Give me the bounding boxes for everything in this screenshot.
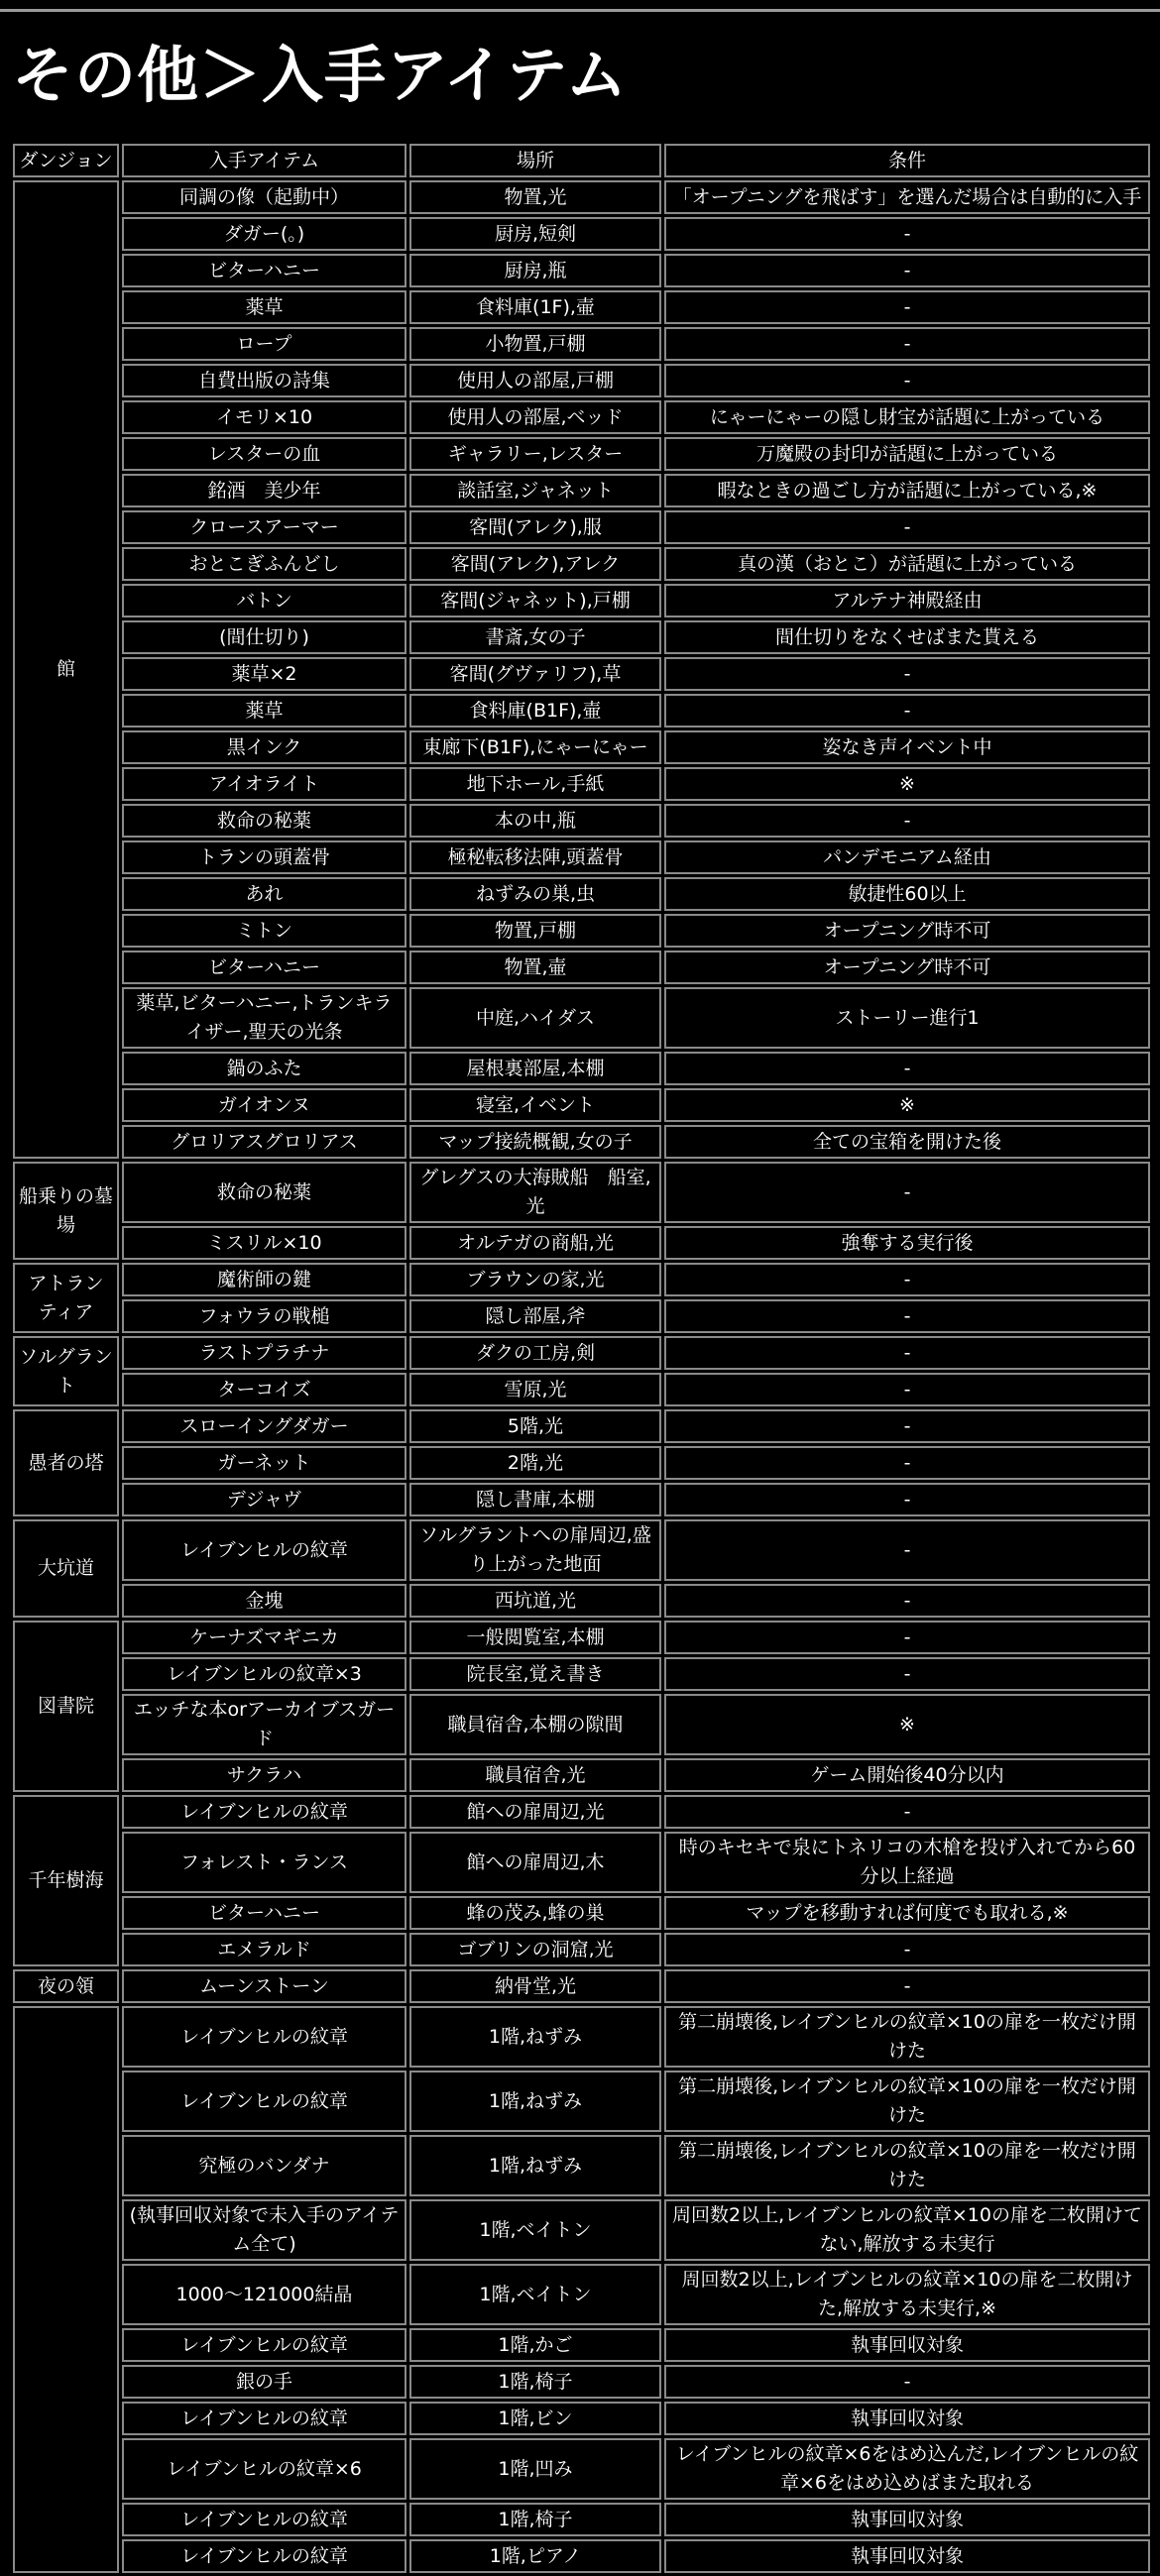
item-cell: ケーナズマギニカ — [122, 1621, 406, 1654]
location-cell: 隠し書庫,本棚 — [409, 1483, 661, 1516]
item-cell: 究極のバンダナ — [122, 2135, 406, 2196]
location-cell: 談話室,ジャネット — [409, 474, 661, 507]
table-row — [13, 1373, 1150, 1406]
condition-cell: - — [664, 1795, 1150, 1829]
location-cell: 1階,ピアノ — [409, 2539, 661, 2573]
table-row — [13, 1519, 1150, 1581]
item-cell: 薬草,ビターハニー,トランキライザー,聖天の光条 — [122, 987, 406, 1049]
table-row — [13, 2135, 1150, 2196]
item-cell: 銘酒 美少年 — [122, 474, 406, 507]
table-row — [13, 1263, 1150, 1296]
item-cell: レイブンヒルの紋章 — [122, 2006, 406, 2068]
location-cell: 書斎,女の子 — [409, 620, 661, 654]
header-item: 入手アイテム — [122, 144, 406, 177]
location-cell: ねずみの巣,虫 — [409, 877, 661, 911]
location-cell: 小物置,戸棚 — [409, 327, 661, 361]
location-cell: 食料庫(1F),壷 — [409, 290, 661, 324]
condition-cell: ※ — [664, 767, 1150, 801]
condition-cell: - — [664, 1933, 1150, 1966]
table-row — [13, 2006, 1150, 2068]
location-cell: 蜂の茂み,蜂の巣 — [409, 1896, 661, 1930]
table-row — [13, 1336, 1150, 1370]
table-row — [13, 1933, 1150, 1966]
item-cell: ムーンストーン — [122, 1969, 406, 2003]
dungeon-cell: 夜の領 — [13, 1969, 119, 2003]
table-row — [13, 1621, 1150, 1654]
location-cell: 使用人の部屋,ベッド — [409, 400, 661, 434]
table-row — [13, 804, 1150, 838]
condition-cell: 第二崩壊後,レイブンヒルの紋章×10の扉を一枚だけ開けた — [664, 2135, 1150, 2196]
condition-cell: にゃーにゃーの隠し財宝が話題に上がっている — [664, 400, 1150, 434]
condition-cell: 万魔殿の封印が話題に上がっている — [664, 437, 1150, 471]
location-cell: ギャラリー,レスター — [409, 437, 661, 471]
table-row — [13, 327, 1150, 361]
location-cell: 寝室,イベント — [409, 1088, 661, 1122]
condition-cell: ※ — [664, 1088, 1150, 1122]
header-location: 場所 — [409, 144, 661, 177]
item-cell: 薬草 — [122, 694, 406, 728]
condition-cell: - — [664, 1519, 1150, 1581]
location-cell: 館への扉周辺,光 — [409, 1795, 661, 1829]
table-row — [13, 547, 1150, 581]
dungeon-cell: 愚者の塔 — [13, 1409, 119, 1516]
table-row — [13, 1758, 1150, 1792]
location-cell: マップ接続概観,女の子 — [409, 1125, 661, 1159]
location-cell: 物置,戸棚 — [409, 914, 661, 948]
condition-cell: - — [664, 1162, 1150, 1223]
location-cell: 5階,光 — [409, 1409, 661, 1443]
table-row — [13, 474, 1150, 507]
condition-cell: ゲーム開始後40分以内 — [664, 1758, 1150, 1792]
item-cell: ラストプラチナ — [122, 1336, 406, 1370]
item-cell: エッチな本orアーカイブスガード — [122, 1694, 406, 1755]
item-cell: (間仕切り) — [122, 620, 406, 654]
item-cell: 同調の像（起動中） — [122, 180, 406, 214]
item-cell: ミスリル×10 — [122, 1226, 406, 1260]
condition-cell: オープニング時不可 — [664, 951, 1150, 984]
header-dungeon: ダンジョン — [13, 144, 119, 177]
dungeon-cell: 大坑道 — [13, 1519, 119, 1618]
table-row — [13, 2539, 1150, 2573]
location-cell: 1階,ねずみ — [409, 2006, 661, 2068]
table-row — [13, 877, 1150, 911]
table-row — [13, 1657, 1150, 1691]
location-cell: 本の中,瓶 — [409, 804, 661, 838]
item-cell: ロープ — [122, 327, 406, 361]
condition-cell: アルテナ神殿経由 — [664, 584, 1150, 617]
condition-cell: - — [664, 1584, 1150, 1618]
item-cell: デジャヴ — [122, 1483, 406, 1516]
location-cell: 地下ホール,手紙 — [409, 767, 661, 801]
condition-cell: オープニング時不可 — [664, 914, 1150, 948]
dungeon-cell: 館 — [13, 180, 119, 1159]
dungeon-cell — [13, 2006, 119, 2573]
location-cell: 客間(ジャネット),戸棚 — [409, 584, 661, 617]
item-cell: 鍋のふた — [122, 1052, 406, 1085]
location-cell: 中庭,ハイダス — [409, 987, 661, 1049]
top-rule — [0, 9, 1160, 12]
location-cell: 物置,光 — [409, 180, 661, 214]
condition-cell: - — [664, 1299, 1150, 1333]
item-cell: 自費出版の詩集 — [122, 364, 406, 397]
condition-cell: - — [664, 694, 1150, 728]
condition-cell: 全ての宝箱を開けた後 — [664, 1125, 1150, 1159]
location-cell: 納骨堂,光 — [409, 1969, 661, 2003]
table-row — [13, 217, 1150, 251]
item-cell: 救命の秘薬 — [122, 1162, 406, 1223]
item-cell: サクラハ — [122, 1758, 406, 1792]
condition-cell: - — [664, 2365, 1150, 2399]
table-row — [13, 400, 1150, 434]
table-row — [13, 1162, 1150, 1223]
item-cell: アイオライト — [122, 767, 406, 801]
condition-cell: 執事回収対象 — [664, 2402, 1150, 2435]
location-cell: 院長室,覚え書き — [409, 1657, 661, 1691]
condition-cell: - — [664, 1446, 1150, 1480]
table-row — [13, 914, 1150, 948]
table-row — [13, 1125, 1150, 1159]
condition-cell: - — [664, 327, 1150, 361]
item-cell: ビターハニー — [122, 951, 406, 984]
condition-cell: - — [664, 1052, 1150, 1085]
location-cell: 1階,凹み — [409, 2438, 661, 2500]
condition-cell: - — [664, 1621, 1150, 1654]
dungeon-cell: 図書院 — [13, 1621, 119, 1792]
table-row — [13, 2328, 1150, 2362]
page-title: その他＞入手アイテム — [12, 39, 629, 111]
table-row — [13, 1969, 1150, 2003]
table-row — [13, 2402, 1150, 2435]
condition-cell: 姿なき声イベント中 — [664, 730, 1150, 764]
item-cell: ガーネット — [122, 1446, 406, 1480]
item-cell: レイブンヒルの紋章×6 — [122, 2438, 406, 2500]
table-row — [13, 2503, 1150, 2536]
item-cell: おとこぎふんどし — [122, 547, 406, 581]
location-cell: 客間(アレク),服 — [409, 510, 661, 544]
dungeon-cell: ソルグラント — [13, 1336, 119, 1406]
table-row — [13, 987, 1150, 1049]
condition-cell: 執事回収対象 — [664, 2539, 1150, 2573]
item-cell: ターコイズ — [122, 1373, 406, 1406]
item-cell: (執事回収対象で未入手のアイテム全て) — [122, 2199, 406, 2261]
location-cell: 屋根裏部屋,本棚 — [409, 1052, 661, 1085]
table-row — [13, 767, 1150, 801]
item-cell: レイブンヒルの紋章×3 — [122, 1657, 406, 1691]
table-row — [13, 1584, 1150, 1618]
item-cell: ミトン — [122, 914, 406, 948]
location-cell: 食料庫(B1F),壷 — [409, 694, 661, 728]
table-row — [13, 694, 1150, 728]
table-row — [13, 840, 1150, 874]
item-cell: エメラルド — [122, 1933, 406, 1966]
location-cell: 1階,ベイトン — [409, 2199, 661, 2261]
table-row — [13, 1694, 1150, 1755]
item-cell: 薬草×2 — [122, 657, 406, 691]
condition-cell: レイブンヒルの紋章×6をはめ込んだ,レイブンヒルの紋章×6をはめ込めばまた取れる — [664, 2438, 1150, 2500]
condition-cell: - — [664, 657, 1150, 691]
location-cell: 東廊下(B1F),にゃーにゃー — [409, 730, 661, 764]
location-cell: 厨房,瓶 — [409, 254, 661, 287]
location-cell: オルテガの商船,光 — [409, 1226, 661, 1260]
condition-cell: - — [664, 510, 1150, 544]
location-cell: 物置,壷 — [409, 951, 661, 984]
condition-cell: - — [664, 290, 1150, 324]
item-cell: 1000〜121000結晶 — [122, 2264, 406, 2325]
condition-cell: 第二崩壊後,レイブンヒルの紋章×10の扉を一枚だけ開けた — [664, 2071, 1150, 2132]
condition-cell: 強奪する実行後 — [664, 1226, 1150, 1260]
location-cell: 西坑道,光 — [409, 1584, 661, 1618]
table-row — [13, 2071, 1150, 2132]
condition-cell: 執事回収対象 — [664, 2328, 1150, 2362]
location-cell: グレグスの大海賊船 船室,光 — [409, 1162, 661, 1223]
item-cell: トランの頭蓋骨 — [122, 840, 406, 874]
item-cell: レイブンヒルの紋章 — [122, 2539, 406, 2573]
table-row — [13, 1795, 1150, 1829]
table-row — [13, 657, 1150, 691]
item-cell: レイブンヒルの紋章 — [122, 2503, 406, 2536]
condition-cell: 時のキセキで泉にトネリコの木槍を投げ入れてから60分以上経過 — [664, 1832, 1150, 1893]
location-cell: ゴブリンの洞窟,光 — [409, 1933, 661, 1966]
condition-cell: - — [664, 364, 1150, 397]
item-cell: 銀の手 — [122, 2365, 406, 2399]
location-cell: 1階,椅子 — [409, 2365, 661, 2399]
table-row — [13, 1832, 1150, 1893]
condition-cell: - — [664, 1969, 1150, 2003]
item-cell: ビターハニー — [122, 1896, 406, 1930]
condition-cell: - — [664, 1657, 1150, 1691]
table-row — [13, 437, 1150, 471]
item-cell: レスターの血 — [122, 437, 406, 471]
table-row — [13, 951, 1150, 984]
location-cell: 1階,ねずみ — [409, 2071, 661, 2132]
table-body — [13, 180, 1150, 2573]
item-cell: グロリアスグロリアス — [122, 1125, 406, 1159]
location-cell: 館への扉周辺,木 — [409, 1832, 661, 1893]
table-row — [13, 2199, 1150, 2261]
item-cell: ガイオンヌ — [122, 1088, 406, 1122]
location-cell: 隠し部屋,斧 — [409, 1299, 661, 1333]
item-cell: レイブンヒルの紋章 — [122, 2328, 406, 2362]
location-cell: 一般閲覧室,本棚 — [409, 1621, 661, 1654]
location-cell: 1階,ねずみ — [409, 2135, 661, 2196]
condition-cell: 敏捷性60以上 — [664, 877, 1150, 911]
condition-cell: 暇なときの過ごし方が話題に上がっている,※ — [664, 474, 1150, 507]
table-row — [13, 364, 1150, 397]
item-cell: バトン — [122, 584, 406, 617]
location-cell: 客間(アレク),アレク — [409, 547, 661, 581]
item-cell: フォレスト・ランス — [122, 1832, 406, 1893]
table-row — [13, 2365, 1150, 2399]
item-table — [10, 141, 1153, 2576]
condition-cell: 周回数2以上,レイブンヒルの紋章×10の扉を二枚開けた,解放する未実行,※ — [664, 2264, 1150, 2325]
item-cell: イモリ×10 — [122, 400, 406, 434]
item-cell: スローイングダガー — [122, 1409, 406, 1443]
condition-cell: マップを移動すれば何度でも取れる,※ — [664, 1896, 1150, 1930]
table-row — [13, 584, 1150, 617]
location-cell: 使用人の部屋,戸棚 — [409, 364, 661, 397]
condition-cell: - — [664, 1336, 1150, 1370]
location-cell: 1階,椅子 — [409, 2503, 661, 2536]
item-cell: 救命の秘薬 — [122, 804, 406, 838]
item-cell: レイブンヒルの紋章 — [122, 2402, 406, 2435]
item-cell: 薬草 — [122, 290, 406, 324]
condition-cell: - — [664, 804, 1150, 838]
location-cell: 職員宿舎,光 — [409, 1758, 661, 1792]
table-row — [13, 730, 1150, 764]
table-row — [13, 2264, 1150, 2325]
item-cell: クロースアーマー — [122, 510, 406, 544]
item-cell: ダガー(。) — [122, 217, 406, 251]
dungeon-cell: アトランティア — [13, 1263, 119, 1333]
condition-cell: ※ — [664, 1694, 1150, 1755]
table-row — [13, 1052, 1150, 1085]
condition-cell: 第二崩壊後,レイブンヒルの紋章×10の扉を一枚だけ開けた — [664, 2006, 1150, 2068]
condition-cell: 執事回収対象 — [664, 2503, 1150, 2536]
table-row — [13, 1088, 1150, 1122]
location-cell: 職員宿舎,本棚の隙間 — [409, 1694, 661, 1755]
location-cell: ブラウンの家,光 — [409, 1263, 661, 1296]
location-cell: ソルグラントへの扉周辺,盛り上がった地面 — [409, 1519, 661, 1581]
table-row — [13, 1299, 1150, 1333]
header-condition: 条件 — [664, 144, 1150, 177]
location-cell: 1階,ベイトン — [409, 2264, 661, 2325]
dungeon-cell: 船乗りの墓場 — [13, 1162, 119, 1260]
location-cell: ダクの工房,剣 — [409, 1336, 661, 1370]
location-cell: 2階,光 — [409, 1446, 661, 1480]
condition-cell: - — [664, 1263, 1150, 1296]
condition-cell: 真の漢（おとこ）が話題に上がっている — [664, 547, 1150, 581]
table-row — [13, 1409, 1150, 1443]
location-cell: 厨房,短剣 — [409, 217, 661, 251]
item-cell: 金塊 — [122, 1584, 406, 1618]
table-row — [13, 510, 1150, 544]
item-cell: 黒インク — [122, 730, 406, 764]
table-row — [13, 1226, 1150, 1260]
table-row — [13, 620, 1150, 654]
dungeon-cell: 千年樹海 — [13, 1795, 119, 1966]
location-cell: 極秘転移法陣,頭蓋骨 — [409, 840, 661, 874]
table-row — [13, 180, 1150, 214]
location-cell: 雪原,光 — [409, 1373, 661, 1406]
table-row — [13, 254, 1150, 287]
table-row — [13, 290, 1150, 324]
item-cell: あれ — [122, 877, 406, 911]
condition-cell: 周回数2以上,レイブンヒルの紋章×10の扉を二枚開けてない,解放する未実行 — [664, 2199, 1150, 2261]
condition-cell: パンデモニアム経由 — [664, 840, 1150, 874]
header-row — [13, 144, 1150, 177]
condition-cell: 間仕切りをなくせばまた貰える — [664, 620, 1150, 654]
item-cell: レイブンヒルの紋章 — [122, 1795, 406, 1829]
location-cell: 1階,ビン — [409, 2402, 661, 2435]
condition-cell: ストーリー進行1 — [664, 987, 1150, 1049]
item-cell: フォウラの戦槌 — [122, 1299, 406, 1333]
condition-cell: 「オープニングを飛ばす」を選んだ場合は自動的に入手 — [664, 180, 1150, 214]
table-row — [13, 1483, 1150, 1516]
condition-cell: - — [664, 1409, 1150, 1443]
table-row — [13, 1446, 1150, 1480]
condition-cell: - — [664, 1373, 1150, 1406]
condition-cell: - — [664, 1483, 1150, 1516]
condition-cell: - — [664, 254, 1150, 287]
item-cell: レイブンヒルの紋章 — [122, 2071, 406, 2132]
item-cell: レイブンヒルの紋章 — [122, 1519, 406, 1581]
table-row — [13, 1896, 1150, 1930]
item-cell: 魔術師の鍵 — [122, 1263, 406, 1296]
condition-cell: - — [664, 217, 1150, 251]
location-cell: 客間(グヴァリフ),草 — [409, 657, 661, 691]
item-cell: ビターハニー — [122, 254, 406, 287]
table-row — [13, 2438, 1150, 2500]
location-cell: 1階,かご — [409, 2328, 661, 2362]
